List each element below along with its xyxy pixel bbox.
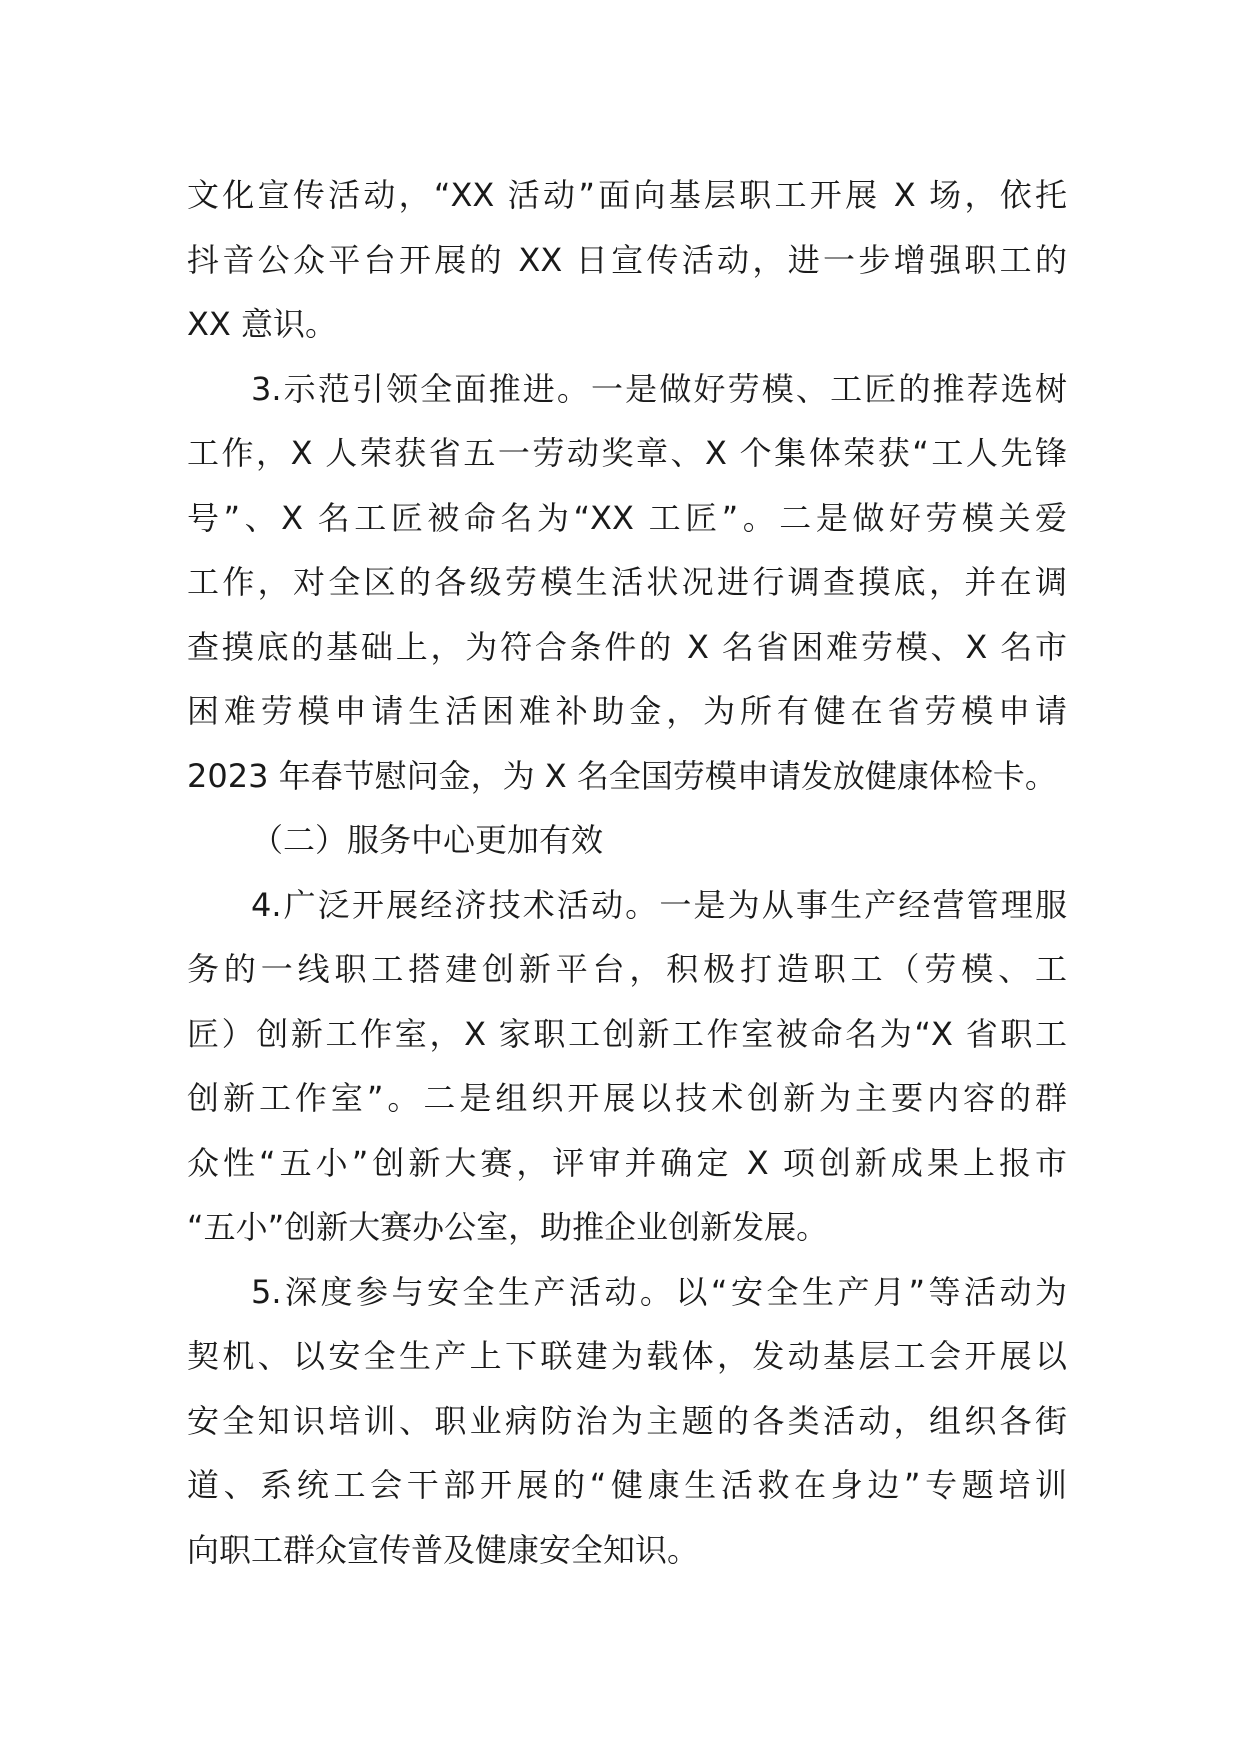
text-line: 2023 年春节慰问金，为 X 名全国劳模申请发放健康体检卡。 (187, 756, 1057, 795)
paragraph-item-4 (187, 873, 1067, 1260)
text-line: 道、系统工会干部开展的“健康生活救在身边”专题培训 (187, 1466, 1067, 1504)
text-line: 工作，X 人荣获省五一劳动奖章、X 个集体荣获“工人先锋 (187, 434, 1067, 472)
paragraph-culture (187, 163, 1067, 357)
paragraph-item-3 (187, 357, 1067, 809)
text-line: 查摸底的基础上，为符合条件的 X 名省困难劳模、X 名市 (187, 627, 1067, 666)
text-line: “五小”创新大赛办公室，助推企业创新发展。 (187, 1208, 829, 1246)
text-line: 抖音公众平台开展的 XX 日宣传活动，进一步增强职工的 (187, 240, 1067, 279)
text-line: 5.深度参与安全生产活动。以“安全生产月”等活动为 (251, 1272, 1067, 1311)
text-line: 安全知识培训、职业病防治为主题的各类活动，组织各街 (187, 1401, 1067, 1440)
text-line: 工作，对全区的各级劳模生活状况进行调查摸底，并在调 (187, 563, 1067, 601)
text-line: XX 意识。 (187, 305, 338, 343)
text-line: 3.示范引领全面推进。一是做好劳模、工匠的推荐选树 (251, 369, 1067, 408)
text-line: 号”、X 名工匠被命名为“XX 工匠”。二是做好劳模关爱 (187, 498, 1067, 537)
text-line: 4.广泛开展经济技术活动。一是为从事生产经营管理服 (251, 885, 1067, 924)
section-heading-text: （二）服务中心更加有效 (251, 821, 604, 859)
text-line: 务的一线职工搭建创新平台，积极打造职工（劳模、工 (187, 950, 1067, 988)
text-line: 向职工群众宣传普及健康安全知识。 (187, 1530, 700, 1569)
document-body (187, 163, 1067, 1582)
paragraph-item-5 (187, 1260, 1067, 1583)
text-line: 众性“五小”创新大赛，评审并确定 X 项创新成果上报市 (187, 1143, 1067, 1182)
text-line: 创新工作室”。二是组织开展以技术创新为主要内容的群 (187, 1079, 1067, 1117)
text-line: 文化宣传活动，“XX 活动”面向基层职工开展 X 场，依托 (187, 176, 1067, 214)
text-line: 契机、以安全生产上下联建为载体，发动基层工会开展以 (187, 1337, 1067, 1375)
text-line: 困难劳模申请生活困难补助金，为所有健在省劳模申请 (187, 692, 1067, 730)
section-heading-2 (187, 808, 1067, 873)
text-line: 匠）创新工作室，X 家职工创新工作室被命名为“X 省职工 (187, 1014, 1067, 1053)
